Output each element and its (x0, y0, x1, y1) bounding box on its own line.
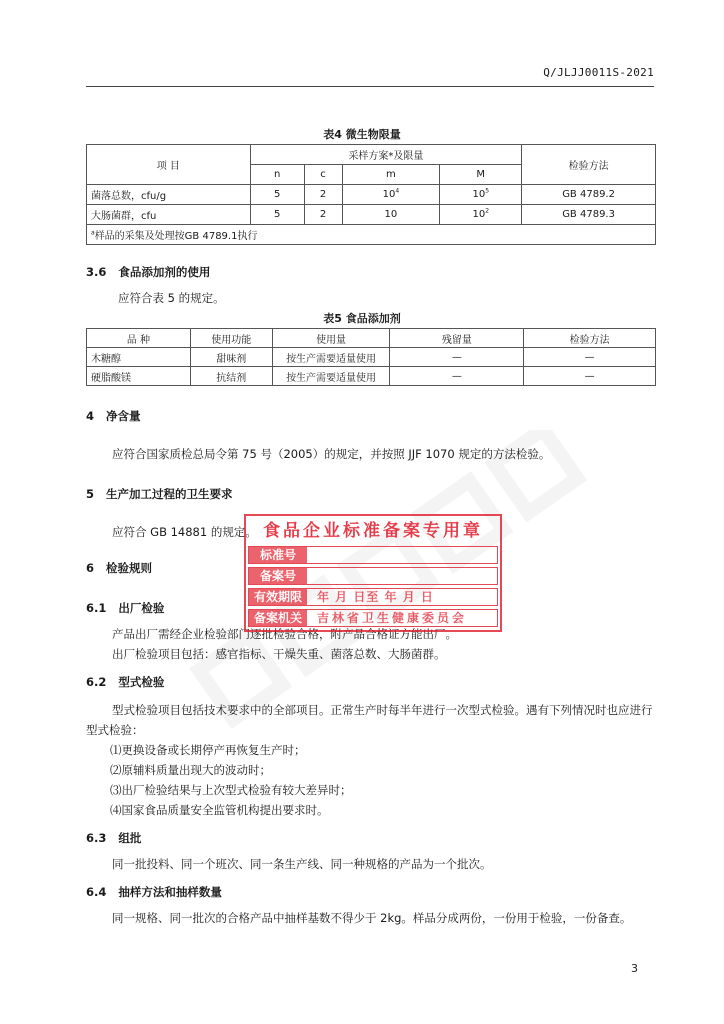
stamp-row-record: 备案号 (248, 567, 498, 585)
list-item: ⑶出厂检验结果与上次型式检验有较大差异时； (110, 783, 352, 797)
table5-caption: 表5 食品添加剂 (323, 312, 401, 325)
stamp-row-standard: 标准号 (248, 546, 498, 564)
stamp-title: 食品企业标准备案专用章 (263, 521, 483, 541)
section-5-text: 应符合 GB 14881 的规定。 (112, 525, 257, 539)
section-3-6-text: 应符合表 5 的规定。 (118, 291, 225, 305)
stamp-row-authority: 备案机关 吉林省卫生健康委员会 (248, 609, 498, 627)
section-6-2-heading: 6.2 型式检验 (86, 675, 165, 689)
section-4-heading: 4 净含量 (86, 409, 141, 423)
list-item: ⑴更换设备或长期停产再恢复生产时； (110, 743, 306, 757)
filing-stamp (244, 514, 502, 632)
document-code: Q/JLJJ0011S-2021 (543, 66, 654, 79)
table-row: 硬脂酸镁 抗结剂 按生产需要适量使用 — — (87, 367, 656, 386)
list-item: ⑷国家食品质量安全监管机构提出要求时。 (110, 803, 329, 817)
page-number: 3 (631, 962, 638, 975)
header-m: m (342, 165, 440, 185)
section-6-2-text: 型式检验项目包括技术要求中的全部项目。正常生产时每半年进行一次型式检验。遇有下列情况时也应进行型式检验： (86, 703, 653, 737)
section-6-4-text: 同一规格、同一批次的合格产品中抽样基数不得少于 2kg。样品分成两份，一份用于检验，一份备查。 (112, 911, 632, 925)
section-5-heading: 5 生产加工过程的卫生要求 (86, 487, 233, 501)
table-row: 菌落总数，cfu/g 5 2 $10^4$ $10^5$ GB 4789.2 (87, 185, 656, 205)
table4-caption: 表4 微生物限量 (323, 128, 401, 141)
section-3-6-heading: 3.6 食品添加剂的使用 (86, 265, 211, 279)
header-c: c (304, 165, 342, 185)
table-row: 木糖醇 甜味剂 按生产需要适量使用 — — (87, 348, 656, 367)
header-n: n (250, 165, 304, 185)
section-6-3-heading: 6.3 组批 (86, 831, 142, 845)
header-sampling-plan: 采样方案*及限量 (250, 145, 521, 165)
table-note: $^a$样品的采集及处理按GB 4789.1执行 (87, 225, 656, 245)
section-6-4-heading: 6.4 抽样方法和抽样数量 (86, 885, 222, 899)
list-item: ⑵原辅料质量出现大的波动时； (110, 763, 271, 777)
section-4-text: 应符合国家质检总局令第 75 号（2005）的规定，并按照 JJF 1070 规定的方法检验。 (112, 447, 551, 461)
section-6-1-line2: 出厂检验项目包括：感官指标、干燥失重、菌落总数、大肠菌群。 (112, 647, 446, 661)
table-row: 大肠菌群，cfu 5 2 10 $10^2$ GB 4789.3 (87, 205, 656, 225)
section-6-1-heading: 6.1 出厂检验 (86, 601, 165, 615)
food-additive-table: 品 种 使用功能 使用量 残留量 检验方法 木糖醇 甜味剂 按生产需要适量使用 — — 硬脂酸镁 抗结剂 按生产需要适量使用 — — (86, 328, 656, 386)
section-6-heading: 6 检验规则 (86, 561, 153, 575)
header-divider (86, 86, 654, 87)
section-6-1-line1: 产品出厂需经企业检验部门逐批检验合格，附产品合格证方能出厂。 (112, 627, 457, 641)
header-item: 项 目 (87, 145, 251, 185)
section-6-3-text: 同一批投料、同一个班次、同一条生产线、同一种规格的产品为一个批次。 (112, 857, 492, 871)
microbe-limit-table (86, 144, 656, 245)
stamp-row-validity: 有效期限 年 月 日至 年 月 日 (248, 588, 498, 606)
header-test-method: 检验方法 (522, 145, 656, 185)
header-M: M (440, 165, 522, 185)
